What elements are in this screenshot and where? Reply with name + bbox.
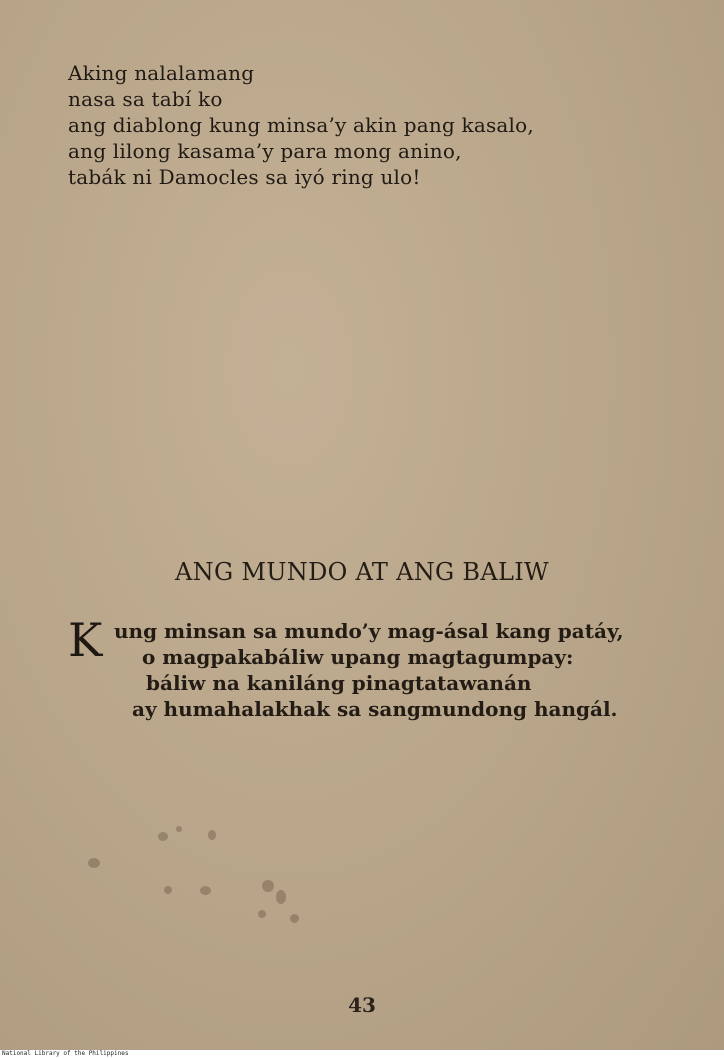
footer-credit: National Library of the Philippines	[2, 1050, 129, 1057]
footer-bar	[0, 1050, 724, 1058]
verse-line: nasa sa tabí ko	[68, 87, 223, 111]
verse-line: ung minsan sa mundo’y mag-ásal kang patáy,	[114, 619, 624, 643]
page-number: 43	[348, 993, 376, 1017]
verse-line: báliw na kaniláng pinagtatawanán	[146, 671, 532, 695]
verse-line: ang lilong kasama’y para mong anino,	[68, 139, 462, 163]
drop-cap: K	[68, 613, 103, 667]
verse-line: Aking nalalamang	[68, 61, 255, 85]
stanza-continued	[68, 60, 668, 190]
verse-line: ay humahalakhak sa sangmundong hangál.	[132, 697, 618, 721]
verse-line: tabák ni Damocles sa iyó ring ulo!	[68, 165, 421, 189]
verse-line: o magpakabáliw upang magtagumpay:	[142, 645, 574, 669]
poem-title: ANG MUNDO AT ANG BALIW	[175, 558, 549, 586]
verse-line: ang diablong kung minsa’y akin pang kasalo,	[68, 113, 534, 137]
